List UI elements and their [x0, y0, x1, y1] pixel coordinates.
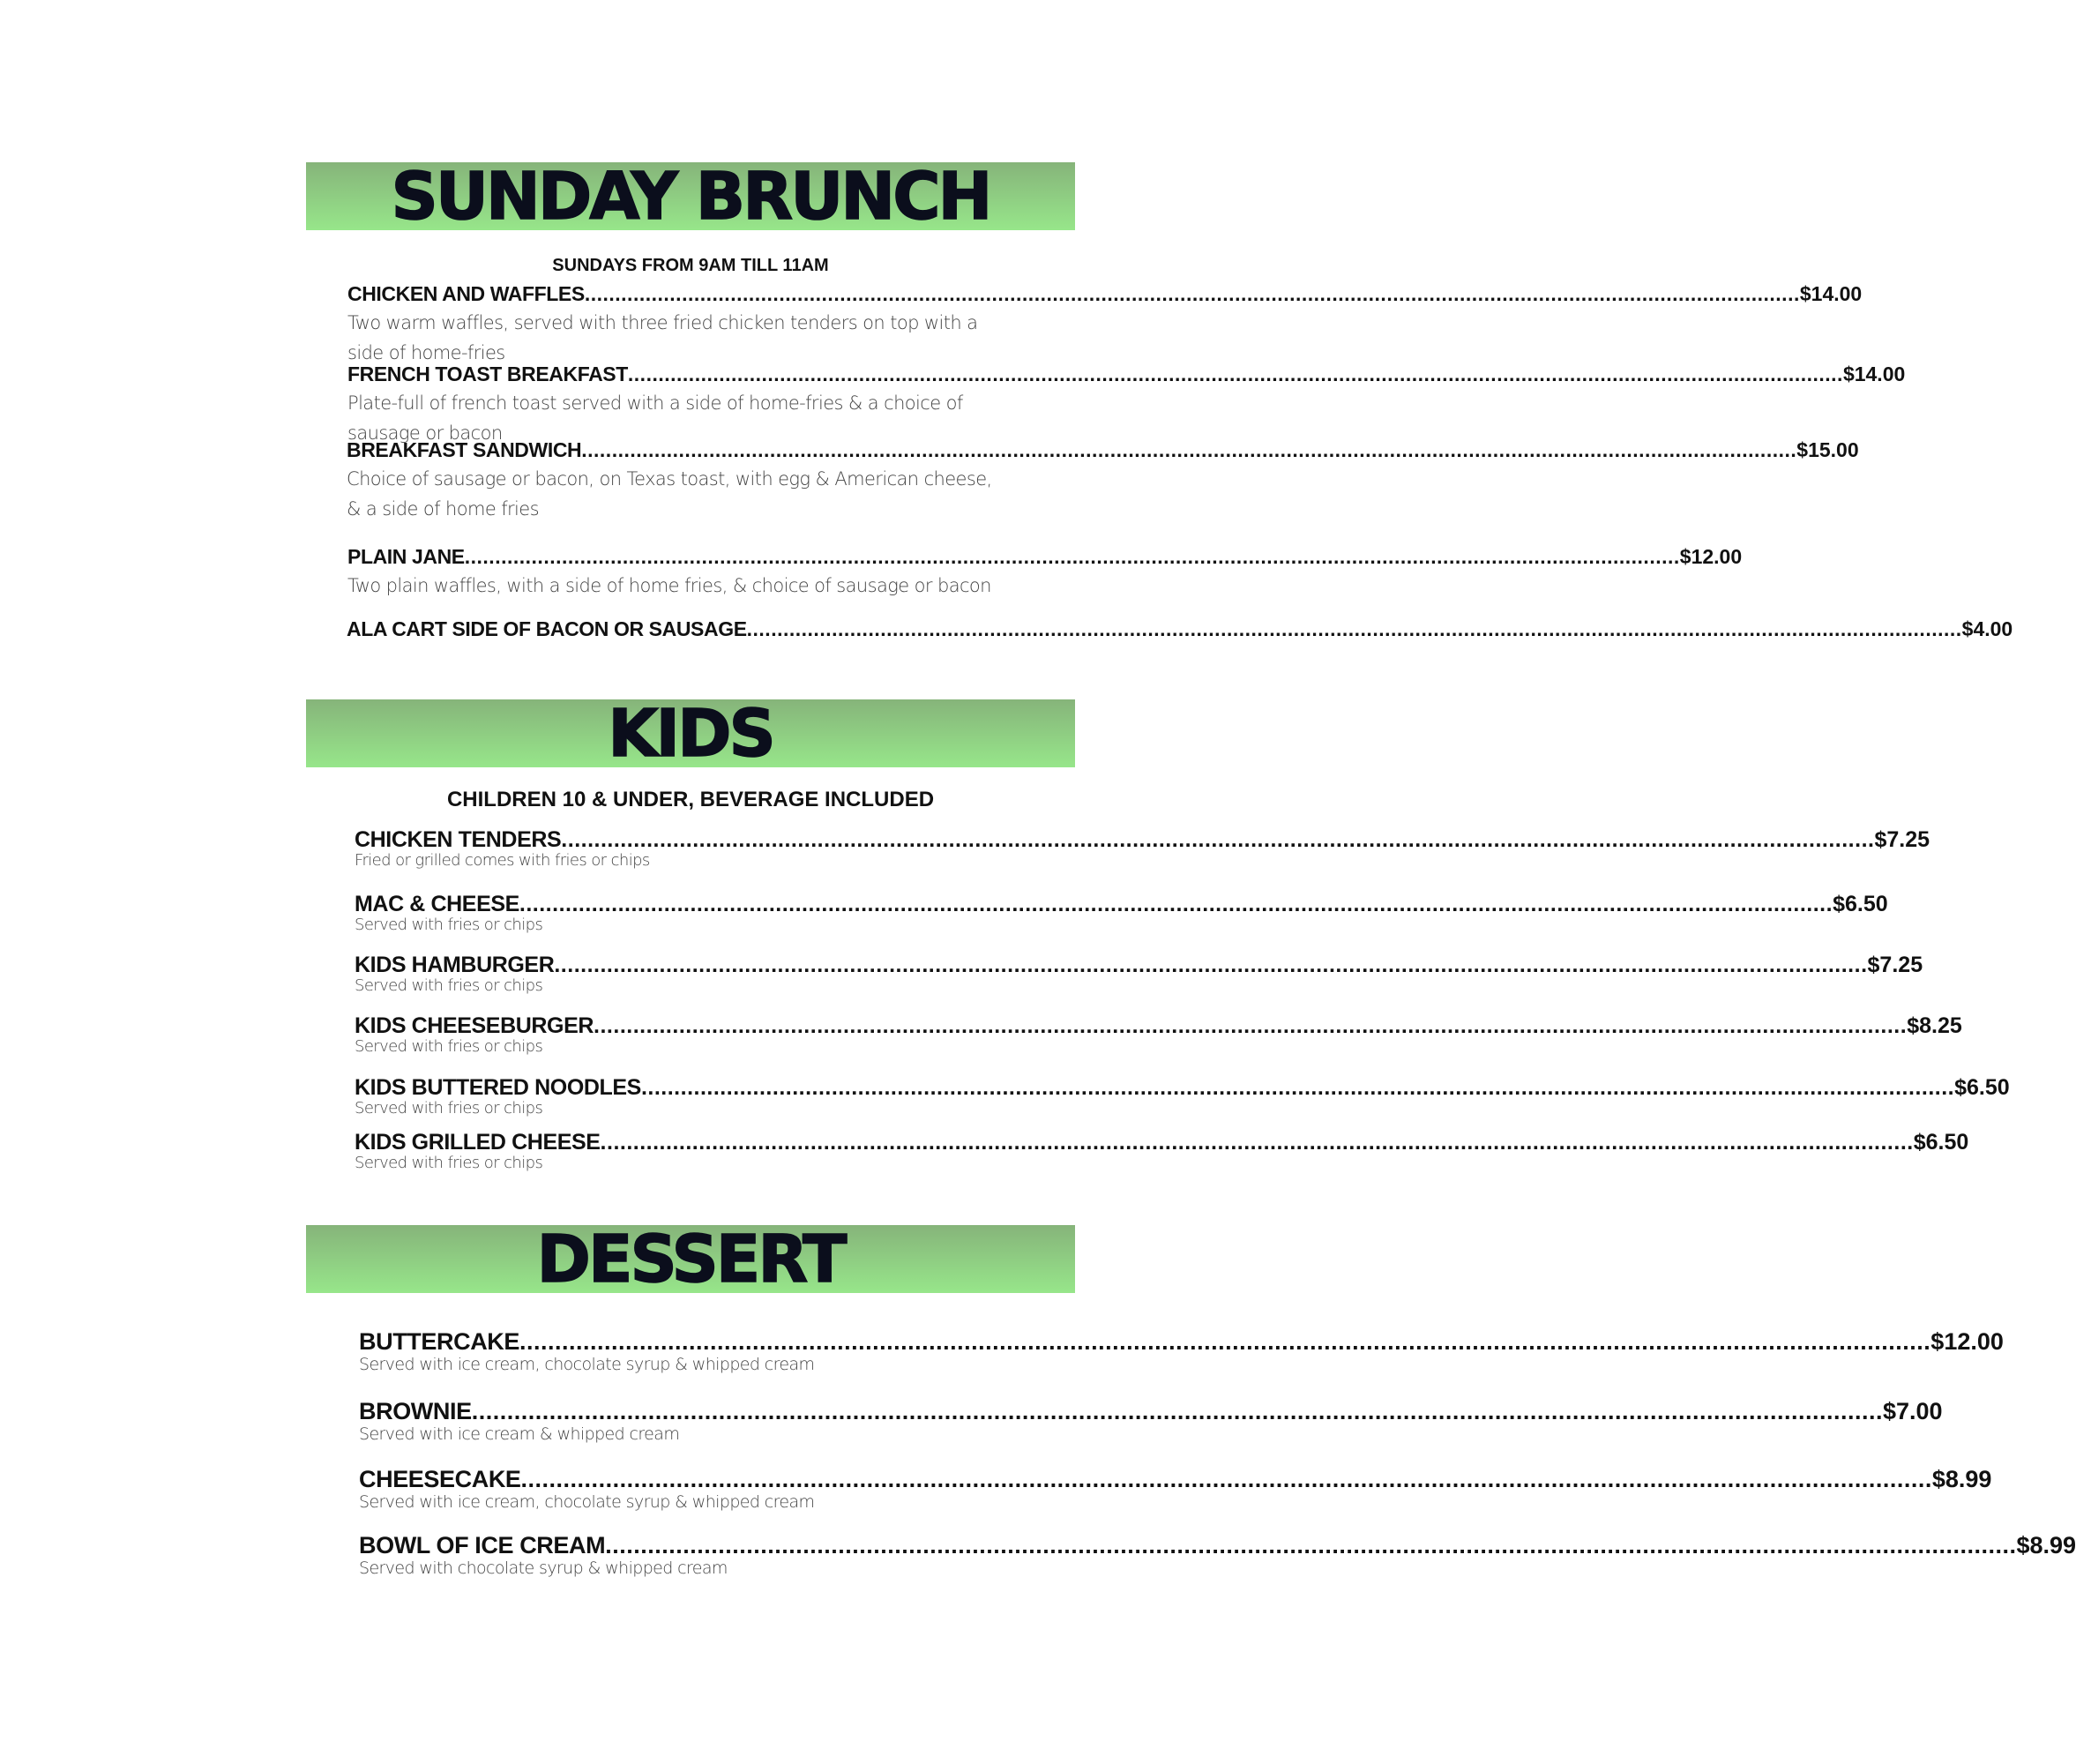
- brunch-banner: [306, 158, 1075, 235]
- item-name: PLAIN JANE: [347, 545, 465, 568]
- item-name: CHICKEN TENDERS: [355, 827, 562, 852]
- dot-leader: ........................................................................................................................................................................................................: [471, 1398, 1883, 1424]
- menu-item-chicken-and-waffles: [347, 282, 1863, 368]
- item-price: $12.00: [1679, 545, 1743, 568]
- menu-item-kids-cheeseburger: [355, 1013, 1962, 1057]
- dot-leader: ........................................................................................................................................................................................................: [605, 1532, 2017, 1558]
- item-price: $8.99: [1931, 1466, 1992, 1492]
- menu-item-kids-buttered-noodles: [355, 1075, 2010, 1118]
- item-price: $7.25: [1874, 827, 1930, 852]
- menu-item-mac-and-cheese: [355, 892, 1888, 935]
- item-description: Served with ice cream, chocolate syrup & whipped cream: [359, 1492, 815, 1512]
- dot-leader: ........................................................................................................................................................................................................: [640, 1075, 1955, 1100]
- item-description: Served with fries or chips: [355, 1037, 543, 1056]
- menu-item-chicken-tenders: [355, 827, 1930, 871]
- dot-leader: ........................................................................................................................................................................................................: [581, 438, 1797, 461]
- item-name: CHEESECAKE: [359, 1466, 521, 1492]
- item-price: $12.00: [1930, 1328, 2004, 1355]
- menu-item-french-toast-breakfast: [347, 363, 1906, 448]
- item-price: $8.25: [1907, 1013, 1962, 1038]
- dessert-banner: [306, 1221, 1075, 1297]
- dot-leader: ........................................................................................................................................................................................................: [600, 1130, 1914, 1155]
- item-name: BUTTERCAKE: [359, 1328, 519, 1355]
- dot-leader: ........................................................................................................................................................................................................: [594, 1013, 1908, 1038]
- menu-item-kids-grilled-cheese: [355, 1130, 1969, 1173]
- brunch-subtitle: SUNDAYS FROM 9AM TILL 11AM: [552, 256, 829, 275]
- item-description: Served with ice cream, chocolate syrup & whipped cream: [359, 1355, 815, 1374]
- dessert-title: DESSERT: [536, 1221, 845, 1297]
- item-name: KIDS BUTTERED NOODLES: [355, 1075, 641, 1100]
- menu-item-kids-hamburger: [355, 953, 1923, 996]
- dot-leader: ........................................................................................................................................................................................................: [554, 953, 1868, 977]
- item-name: KIDS HAMBURGER: [355, 953, 555, 977]
- item-name: FRENCH TOAST BREAKFAST: [347, 363, 628, 385]
- dot-leader: ........................................................................................................................................................................................................: [584, 282, 1800, 305]
- item-price: $6.50: [1954, 1075, 2010, 1100]
- dot-leader: ........................................................................................................................................................................................................: [561, 827, 1875, 852]
- item-price: $7.25: [1867, 953, 1923, 977]
- item-price: $14.00: [1799, 282, 1863, 305]
- dot-leader: ........................................................................................................................................................................................................: [627, 363, 1843, 385]
- item-description: Fried or grilled comes with fries or chips: [355, 851, 650, 870]
- item-name: BREAKFAST SANDWICH: [347, 438, 582, 461]
- item-description: Served with fries or chips: [355, 976, 543, 995]
- item-name: KIDS GRILLED CHEESE: [355, 1130, 601, 1155]
- item-name: CHICKEN AND WAFFLES: [347, 282, 585, 305]
- dot-leader: ........................................................................................................................................................................................................: [519, 892, 1833, 916]
- item-description: Served with fries or chips: [355, 916, 543, 934]
- item-description: Served with fries or chips: [355, 1099, 543, 1117]
- kids-subtitle: CHILDREN 10 & UNDER, BEVERAGE INCLUDED: [446, 788, 935, 811]
- item-name: BOWL OF ICE CREAM: [359, 1532, 606, 1558]
- item-description: Served with ice cream & whipped cream: [359, 1424, 680, 1444]
- item-price: $6.50: [1913, 1130, 1969, 1155]
- menu-item-breakfast-sandwich: [347, 438, 1859, 524]
- item-description: Served with chocolate syrup & whipped cream: [359, 1558, 728, 1578]
- menu-item-cheesecake: [359, 1466, 1992, 1513]
- dot-leader: ........................................................................................................................................................................................................: [519, 1328, 1931, 1355]
- item-price: $6.50: [1833, 892, 1888, 916]
- dot-leader: ........................................................................................................................................................................................................: [746, 617, 1962, 640]
- kids-title: KIDS: [608, 695, 773, 772]
- menu-item-plain-jane: [347, 545, 1743, 601]
- item-price: $14.00: [1842, 363, 1906, 385]
- brunch-title: SUNDAY BRUNCH: [391, 158, 990, 235]
- item-description: Two plain waffles, with a side of home fries, & choice of sausage or bacon: [347, 575, 991, 596]
- kids-banner: [306, 695, 1075, 772]
- item-name: BROWNIE: [359, 1398, 472, 1424]
- item-price: $15.00: [1796, 438, 1859, 461]
- item-description: Plate-full of french toast served with a side of home-fries & a choice of sausage or bacon: [347, 392, 963, 444]
- menu-item-buttercake: [359, 1328, 2004, 1375]
- menu-item-bowl-of-ice-cream: [359, 1532, 2076, 1579]
- item-name: ALA CART SIDE OF BACON OR SAUSAGE: [347, 617, 747, 640]
- item-description: Two warm waffles, served with three fried chicken tenders on top with a side of home-fries: [347, 312, 978, 363]
- dot-leader: ........................................................................................................................................................................................................: [520, 1466, 1932, 1492]
- menu-item-ala-cart-side: [347, 617, 2013, 641]
- item-price: $4.00: [1961, 617, 2013, 640]
- item-name: KIDS CHEESEBURGER: [355, 1013, 594, 1038]
- dot-leader: ........................................................................................................................................................................................................: [464, 545, 1680, 568]
- menu-item-brownie: [359, 1398, 1943, 1445]
- item-price: $7.00: [1883, 1398, 1943, 1424]
- item-price: $8.99: [2016, 1532, 2076, 1558]
- item-description: Served with fries or chips: [355, 1154, 543, 1172]
- item-description: Choice of sausage or bacon, on Texas toast, with egg & American cheese, & a side of home fries: [347, 468, 992, 519]
- item-name: MAC & CHEESE: [355, 892, 519, 916]
